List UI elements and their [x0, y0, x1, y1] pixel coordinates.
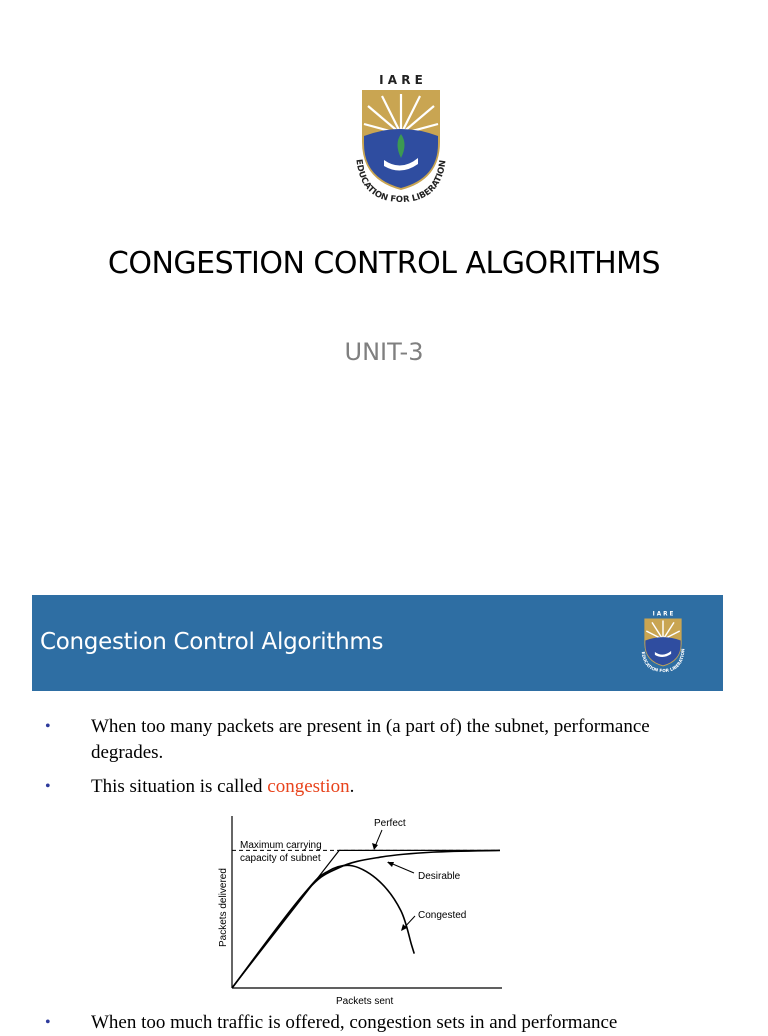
bullet-dot: •	[45, 1014, 51, 1031]
congestion-chart	[212, 812, 512, 1012]
bullet-item-1: • When too many packets are present in (a part of) the subnet, performance degrades.	[45, 716, 650, 763]
series-label-desirable: Desirable	[418, 871, 461, 882]
bullet-item-2: • This situation is called congestion.	[91, 774, 711, 800]
series-label-congested: Congested	[418, 910, 467, 921]
arrowhead-desirable	[387, 862, 394, 867]
y-axis-label: Packets delivered	[218, 868, 229, 947]
logo-motto: EDUCATION FOR LIBERATION	[353, 158, 449, 202]
svg-text:I A R E: I A R E	[652, 611, 674, 618]
iare-logo	[334, 72, 468, 202]
slide-header-banner	[32, 595, 723, 691]
bullet-dot: •	[45, 718, 51, 735]
slide-subtitle: UNIT-3	[344, 338, 424, 366]
bullet-item-3: • When too much traffic is offered, congestion sets in and performance	[91, 1010, 711, 1036]
capacity-label-line2: capacity of subnet	[240, 853, 321, 864]
capacity-label-line1: Maximum carrying	[240, 840, 322, 851]
series-label-perfect: Perfect	[374, 818, 406, 829]
iare-logo-small	[631, 609, 695, 673]
bullet-dot: •	[45, 778, 51, 795]
x-axis-label: Packets sent	[336, 996, 394, 1007]
slide-header-title: Congestion Control Algorithms	[40, 629, 384, 655]
arrowhead-perfect	[372, 843, 378, 850]
congestion-term: congestion	[267, 776, 350, 797]
slide-title: CONGESTION CONTROL ALGORITHMS	[107, 246, 661, 281]
logo-letters: I A R E	[379, 73, 423, 87]
svg-text:EDUCATION FOR LIBERATION: EDUCATION FOR LIBERATION	[639, 648, 687, 673]
series-line-congested	[232, 865, 414, 988]
